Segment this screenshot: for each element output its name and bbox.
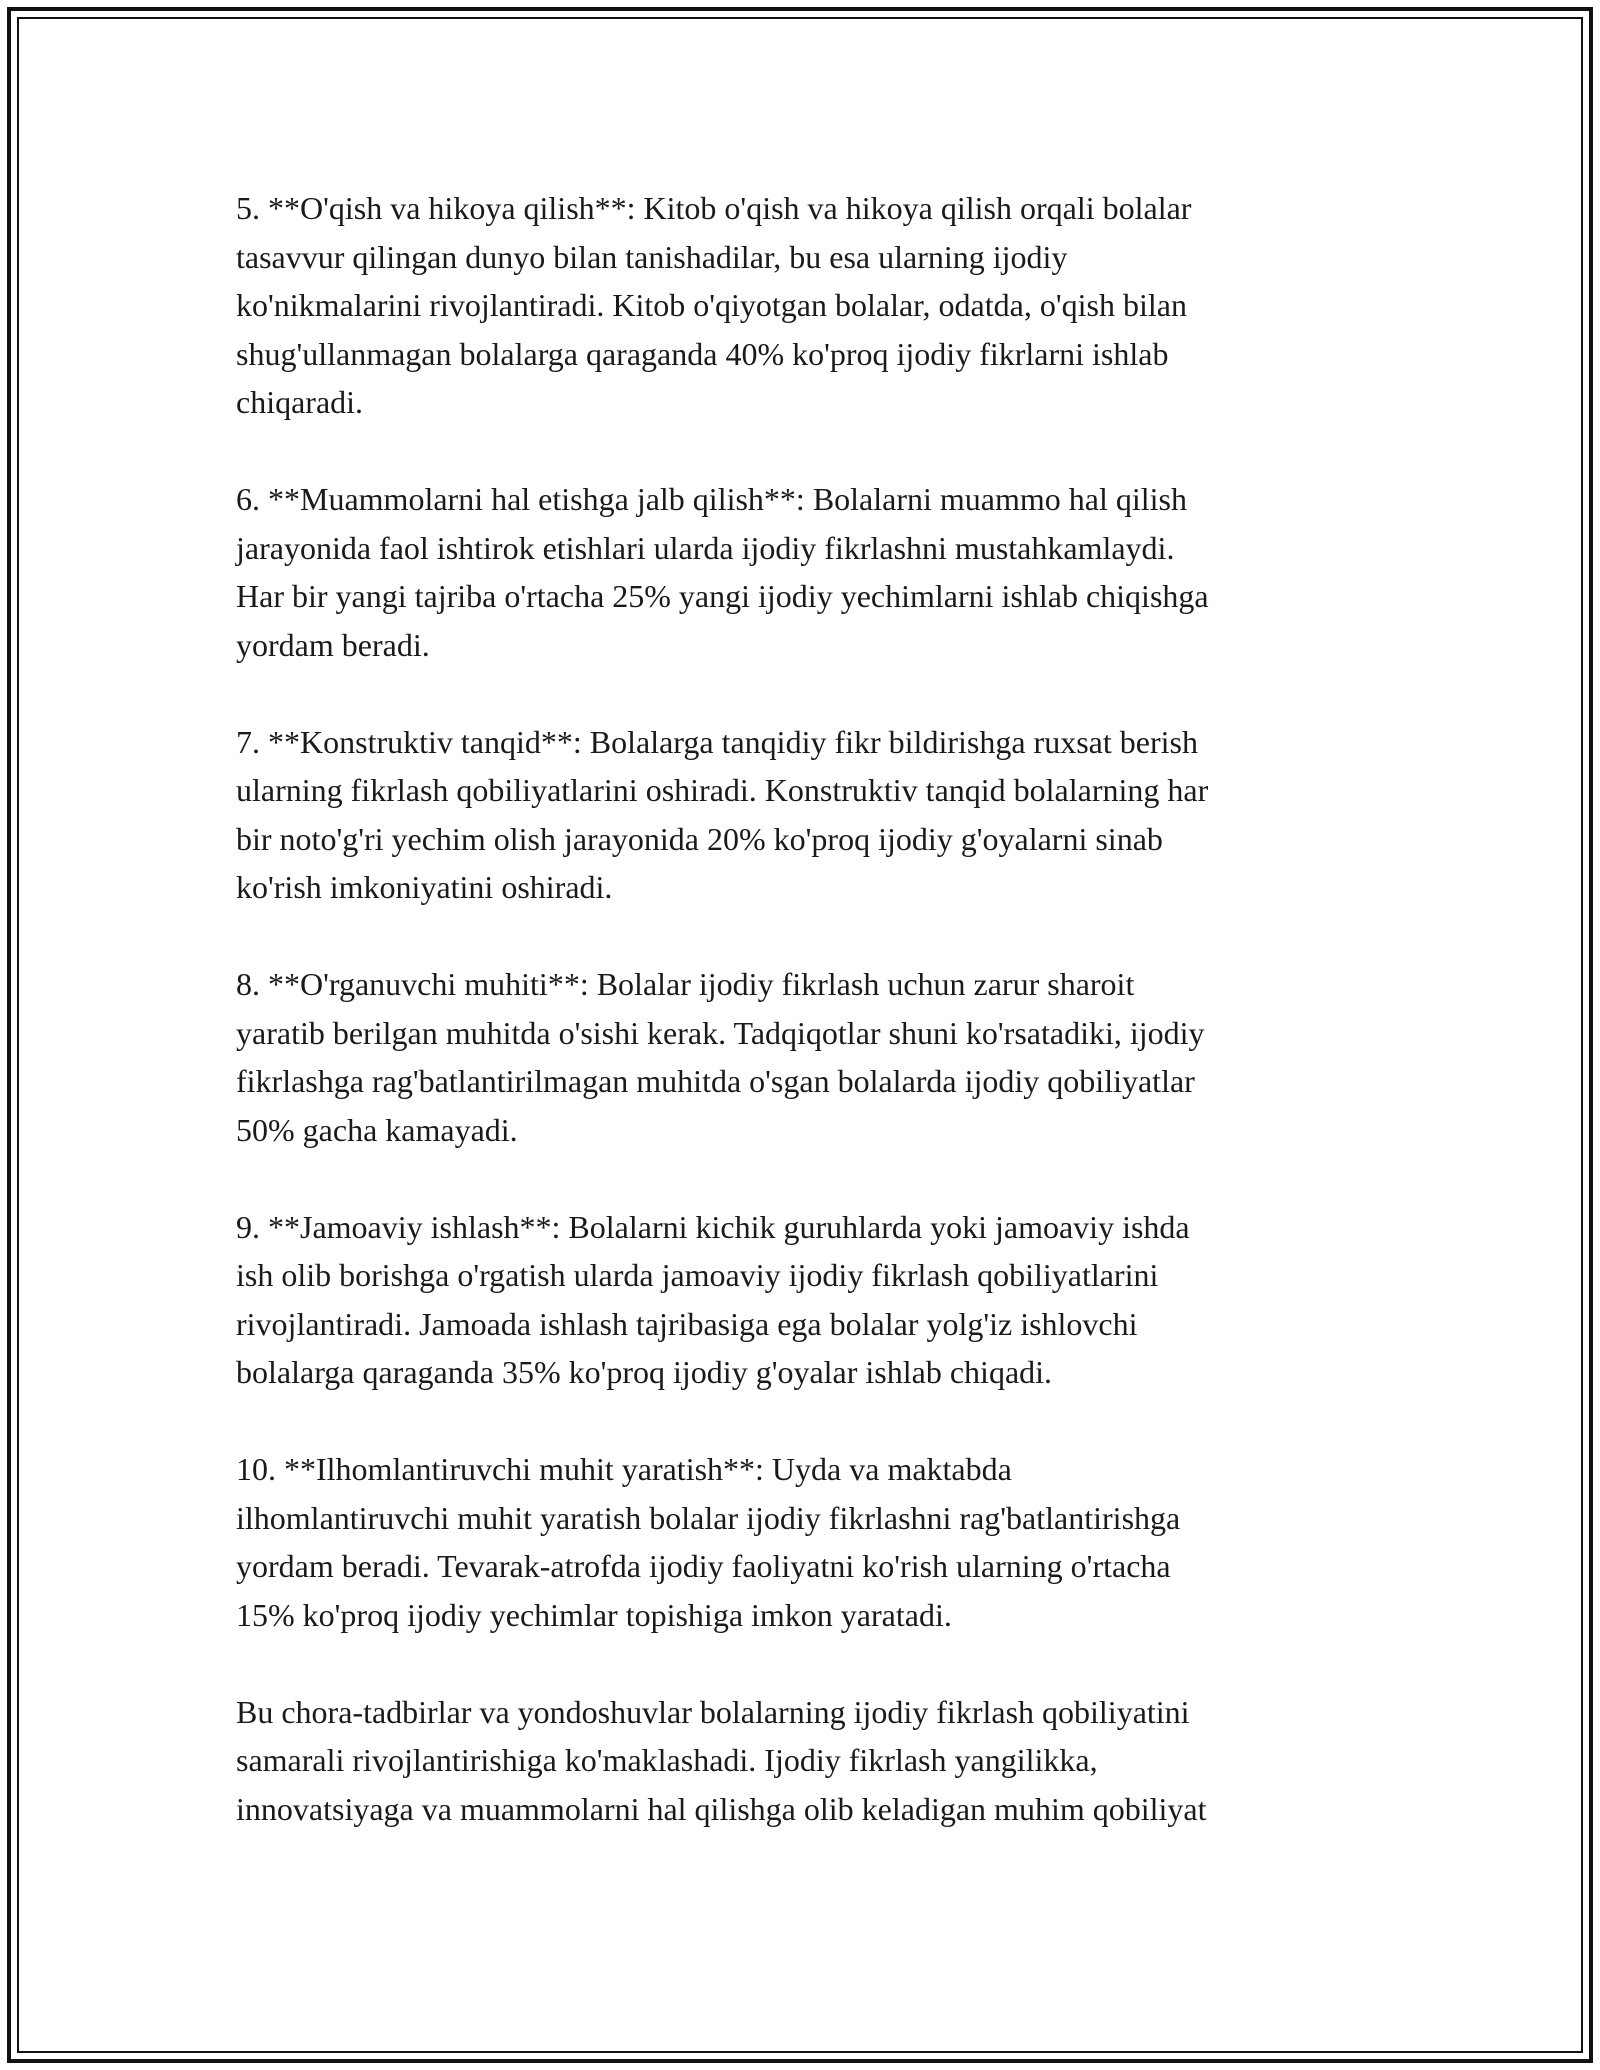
text-line: ularning fikrlash qobiliyatlarini oshiradi. Konstruktiv tanqid bolalarning har bbox=[236, 772, 1209, 808]
paragraph bbox=[236, 475, 1356, 669]
paragraph bbox=[236, 960, 1356, 1154]
text-line: ko'rish imkoniyatini oshiradi. bbox=[236, 869, 613, 905]
text-line: yordam beradi. Tevarak-atrofda ijodiy faoliyatni ko'rish ularning o'rtacha bbox=[236, 1548, 1171, 1584]
text-line: 6. **Muammolarni hal etishga jalb qilish**: Bolalarni muammo hal qilish bbox=[236, 481, 1187, 517]
text-line: 50% gacha kamayadi. bbox=[236, 1111, 518, 1148]
paragraph bbox=[236, 1203, 1356, 1397]
text-line: yordam beradi. bbox=[236, 626, 430, 663]
text-line: Har bir yangi tajriba o'rtacha 25% yangi ijodiy yechimlarni ishlab chiqishga bbox=[236, 578, 1209, 614]
text-line: ilhomlantiruvchi muhit yaratish bolalar ijodiy fikrlashni rag'batlantirishga bbox=[236, 1499, 1181, 1536]
text-line: rivojlantiradi. Jamoada ishlash tajribasiga ega bolalar yolg'iz ishlovchi bbox=[236, 1305, 1138, 1342]
text-line: 5. **O'qish va hikoya qilish**: Kitob o'qish va hikoya qilish orqali bolalar bbox=[236, 190, 1192, 226]
paragraph bbox=[236, 184, 1356, 427]
text-line: 15% ko'proq ijodiy yechimlar topishiga imkon yaratadi. bbox=[236, 1596, 952, 1633]
text-line: innovatsiyaga va muammolarni hal qilishga olib keladigan muhim qobiliyat bbox=[236, 1790, 1207, 1827]
text-line: 7. **Konstruktiv tanqid**: Bolalarga tanqidiy fikr bildirishga ruxsat berish bbox=[236, 723, 1198, 760]
text-line: chiqaradi. bbox=[236, 384, 364, 420]
text-line: Bu chora-tadbirlar va yondoshuvlar bolalarning ijodiy fikrlash qobiliyatini bbox=[236, 1693, 1190, 1730]
text-line: yaratib berilgan muhitda o'sishi kerak. Tadqiqotlar shuni ko'rsatadiki, ijodiy bbox=[236, 1014, 1205, 1051]
text-line: 8. **O'rganuvchi muhiti**: Bolalar ijodiy fikrlash uchun zarur sharoit bbox=[236, 966, 1135, 1002]
text-line: tasavvur qilingan dunyo bilan tanishadilar, bu esa ularning ijodiy bbox=[236, 238, 1068, 275]
text-line: ko'nikmalarini rivojlantiradi. Kitob o'qiyotgan bolalar, odatda, o'qish bilan bbox=[236, 287, 1187, 323]
text-line: 9. **Jamoaviy ishlash**: Bolalarni kichik guruhlarda yoki jamoaviy ishda bbox=[236, 1208, 1190, 1245]
paragraph bbox=[236, 718, 1356, 912]
text-line: 10. **Ilhomlantiruvchi muhit yaratish**: Uyda va maktabda bbox=[236, 1451, 1012, 1487]
paragraph bbox=[236, 1688, 1356, 1834]
text-line: samarali rivojlantirishiga ko'maklashadi. Ijodiy fikrlash yangilikka, bbox=[236, 1742, 1098, 1778]
paragraph bbox=[236, 1445, 1356, 1639]
text-line: fikrlashga rag'batlantirilmagan muhitda o'sgan bolalarda ijodiy qobiliyatlar bbox=[236, 1063, 1195, 1099]
document-body bbox=[236, 184, 1356, 1882]
text-line: bolalarga qaraganda 35% ko'proq ijodiy g'oyalar ishlab chiqadi. bbox=[236, 1354, 1053, 1390]
text-line: ish olib borishga o'rgatish ularda jamoaviy ijodiy fikrlash qobiliyatlarini bbox=[236, 1257, 1159, 1293]
text-line: bir noto'g'ri yechim olish jarayonida 20% ko'proq ijodiy g'oyalarni sinab bbox=[236, 820, 1163, 857]
text-line: shug'ullanmagan bolalarga qaraganda 40% ko'proq ijodiy fikrlarni ishlab bbox=[236, 335, 1169, 372]
text-line: jarayonida faol ishtirok etishlari ularda ijodiy fikrlashni mustahkamlaydi. bbox=[236, 529, 1175, 566]
